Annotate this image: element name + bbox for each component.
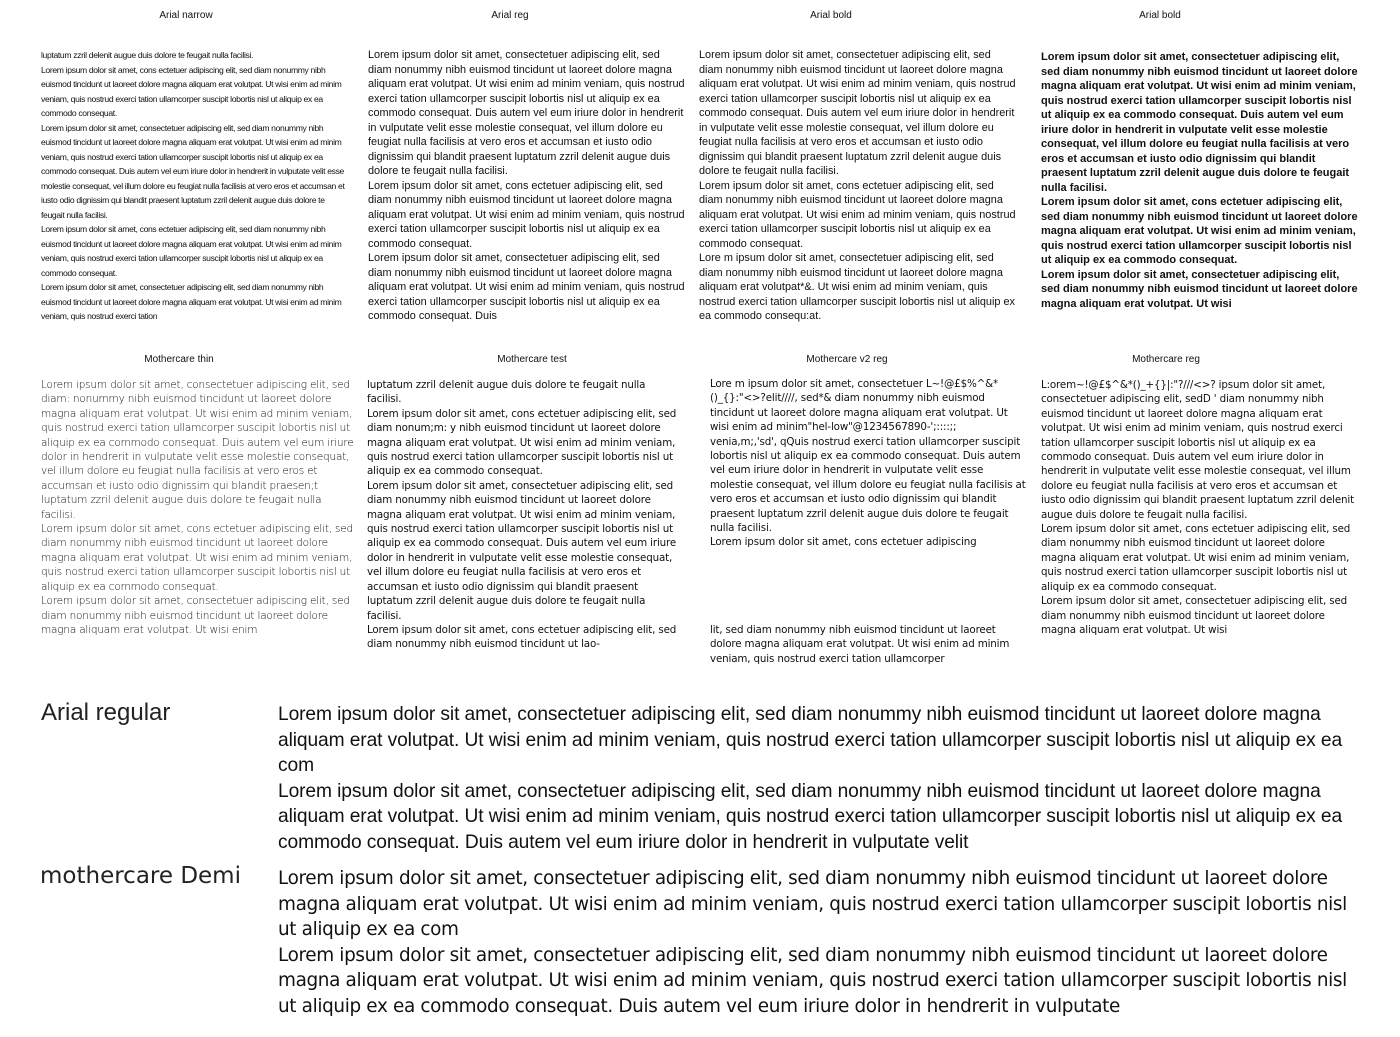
paragraph: Lorem ipsum dolor sit amet, cons ectetuer adipiscing elit, sed diam nonummy nibh euismod tincidunt ut laoreet dolore magna aliquam erat volutpat. Ut wisi enim ad minim veniam, quis nostrud exerci tation ullamcorper suscipit lobortis nisl ut aliquip ex ea commodo consequat. [368, 179, 685, 250]
sample-arial-regular-large [278, 702, 1368, 858]
paragraph: Lorem ipsum dolor sit amet, consectetuer adipiscing elit, sed diam nonummy nibh euismod tincidunt ut laoreet dolore magna aliquam erat volutpat. Ut wisi enim ad minim veniam, quis nostrud exerci tation ullamcorper suscipit lobortis nisl ut aliquip ex ea commodo consequat. Duis autem vel eum iriure dolor in hendrerit in vulputate [278, 944, 1347, 1017]
label-arial-regular-large: Arial regular [41, 699, 171, 726]
label-mothercare-thin: Mothercare thin [144, 354, 214, 365]
paragraph: L:orem~!@£$^&*()_+{}|:"?///<>? ipsum dolor sit amet, consectetuer adipiscing elit, sedD ' diam nonummy nibh euismod tincidunt ut laoreet dolore magna aliquam erat volutpat. Ut wisi enim ad minim veniam, quis nostrud exerci tation ullamcorper suscipit lobortis nisl ut aliquip ex ea commodo consequat. Duis autem vel eum iriure dolor in hendrerit in vulputate velit esse molestie consequat, vel illum dolore eu feugiat nulla facilisis at vero eros et accumsan et iusto odio dignissim qui blandit praesent luptatum zzril delenit augue duis dolore te feugait nulla facilisi. [1041, 379, 1354, 521]
paragraph: Lorem ipsum dolor sit amet, cons ectetuer adipiscing elit, sed diam nonum;m: y nibh euismod tincidunt ut laoreet dolore magna aliquam erat volutpat. Ut wisi enim ad minim veniam, quis nostrud exerci tation ullamcorper suscipit lobortis nisl ut aliquip ex ea commodo consequat. [367, 407, 677, 478]
sample-mothercare-reg [1041, 378, 1361, 668]
paragraph: Lorem ipsum dolor sit amet, cons ectetuer adipiscing elit, sed diam nonummy nibh euismod tincidunt ut laoreet dolore magna aliquam erat volutpat. Ut wisi enim ad minim veniam, quis nostrud exerci tation ullamcorper suscipit lobortis nisl ut aliquip ex ea commodo consequat. [1041, 196, 1358, 266]
paragraph: Lorem ipsum dolor sit amet, consectetuer adipiscing elit, sed diam nonummy nibh euismod tincidunt ut laoreet dolore magna aliquam erat volutpat. Ut wisi enim ad minim veniam, quis nostrud exerci tation ullamcorper suscipit lobortis nisl ut aliquip ex ea commodo consequat. Duis autem vel eum iriure dolor in hendrerit in vulputate velit esse molestie consequat, vel illum dolore eu feugiat nulla facilisis at vero eros et accumsan et iusto odio dignissim qui blandit praesent luptatum zzril delenit augue duis dolore te feugait nulla facilisi. [1041, 51, 1358, 194]
label-mothercare-test: Mothercare test [497, 354, 567, 365]
label-arial-bold-1: Arial bold [810, 10, 852, 21]
paragraph: Lorem ipsum dolor sit amet, consectetuer adipiscing elit, sed diam nonummy nibh euismod tincidunt ut laoreet dolore magna aliquam erat volutpat. Ut wisi [1041, 595, 1348, 636]
sample-mothercare-v2-reg [710, 377, 1026, 565]
paragraph: luptatum zzril delenit augue duis dolore te feugait nulla facilisi. [367, 379, 646, 406]
sample-arial-reg [368, 48, 686, 338]
paragraph: Lorem ipsum dolor sit amet, consectetuer adipiscing elit, sed diam nonummy nibh euismod tincidunt ut laoreet dolore magna aliquam erat volutpat. Ut wisi enim ad minim veniam, quis nostrud exerci tation ullamcorper suscipit lobortis nisl ut aliquip ex ea commodo consequat. Duis autem vel eum iriure dolor in hendrerit in vulputate velit esse molestie consequat, vel illum dolore eu feugiat nulla facilisis at vero eros et accumsan et iusto odio dignissim qui blandit praesent luptatum zzril delenit augue duis dolore te feugait nulla facilisi. [368, 49, 685, 177]
paragraph: lit, sed diam nonummy nibh euismod tincidunt ut laoreet dolore magna aliquam erat volutpat. Ut wisi enim ad minim veniam, quis nostrud exerci tation ullamcorper [710, 624, 1010, 665]
paragraph: Lorem ipsum dolor sit amet, consectetuer adipiscing elit, sed diam nonummy nibh euismod tincidunt ut laoreet dolore magna aliquam erat volutpat. Ut wisi enim ad minim veniam, quis nostrud exerci tation ullamcorper suscipit lobortis nisl ut aliquip ex ea commodo consequat. Duis autem vel eum iriure dolor in hendrerit in vulputate velit [278, 780, 1343, 853]
sample-mothercare-thin [41, 378, 356, 668]
paragraph: Lorem ipsum dolor sit amet, cons ectetuer adipiscing elit, sed diam nonummy nibh euismod tincidunt ut lao- [367, 623, 677, 651]
label-arial-narrow: Arial narrow [159, 10, 213, 21]
sample-mothercare-demi-large [278, 866, 1353, 1026]
paragraph: Lorem ipsum dolor sit amet, cons ectetuer adipiscing elit, sed diam nonummy nibh euismod tincidunt ut laoreet dolore magna aliquam erat volutpat. Ut wisi enim ad minim veniam, quis nostrud exerci tation ullamcorper suscipit lobortis nisl ut aliquip ex ea commodo consequat. [41, 224, 342, 278]
label-arial-reg: Arial reg [491, 10, 529, 21]
sample-arial-bold-2 [1041, 50, 1359, 338]
paragraph: Lorem ipsum dolor sit amet, consectetuer adipiscing elit, sed diam: nonummy nibh euismod tincidunt ut laoreet dolore magna aliquam erat volutpat. Ut wisi enim ad minim veniam, quis nostrud exerci tation ullamcorper suscipit lobortis nisl ut aliquip ex ea commodo consequat. Duis autem vel eum iriure dolor in hendrerit in vulputate velit esse molestie consequat, vel illum dolore eu feugiat nulla facilisis at vero eros et accumsan et iusto odio dignissim qui blandit praesen;t luptatum zzril delenit augue duis dolore te feugait nulla facilisi. [41, 379, 354, 521]
paragraph: Lorem ipsum dolor sit amet, consectetuer adipiscing elit, sed diam nonummy nibh euismod tincidunt ut laoreet dolore magna aliquam erat volutpat. Ut wisi enim ad minim veniam, quis nostrud exerci tation ullamcorper suscipit lobortis nisl ut aliquip ex ea commodo consequat. Duis [368, 252, 685, 322]
paragraph: Lorem ipsum dolor sit amet, cons ectetuer adipiscing [710, 536, 977, 549]
paragraph: Lorem ipsum dolor sit amet, consectetuer adipiscing elit, sed diam nonummy nibh euismod tincidunt ut laoreet dolore magna aliquam erat volutpat. Ut wisi [1041, 268, 1358, 310]
paragraph: Lorem ipsum dolor sit amet, consectetuer adipiscing elit, sed diam nonummy nibh euismod tincidunt ut laoreet dolore magna aliquam erat volutpat. Ut wisi enim ad minim veniam, quis nostrud exerci tation ullamcorper suscipit lobortis nisl ut aliquip ex ea commodo consequat. Duis autem vel eum iriure dolor in hendrerit in vulputate velit esse molestie consequat, vel illum dolore eu feugiat nulla facilisis at vero eros et accumsan et iusto odio dignissim qui blandit praesent luptatum zzril delenit augue duis dolore te feugait nulla facilisi. [367, 479, 677, 622]
paragraph: luptatum zzril delenit augue duis dolore te feugait nulla facilisi. [41, 50, 254, 60]
sample-arial-bold-1 [699, 48, 1017, 338]
paragraph: Lorem ipsum dolor sit amet, consectetuer adipiscing elit, sed diam nonummy nibh euismod tincidunt ut laoreet dolore magna aliquam erat volutpat. Ut wisi enim ad minim veniam, quis nostrud exerci tation ullamcorper suscipit lobortis nisl ut aliquip ex ea com [278, 868, 1347, 940]
label-mothercare-v2-reg: Mothercare v2 reg [806, 354, 888, 365]
label-mothercare-demi-large: mothercare Demi [40, 863, 241, 889]
paragraph: Lorem ipsum dolor sit amet, consectetuer adipiscing elit, sed diam nonummy nibh euismod tincidunt ut laoreet dolore magna aliquam erat volutpat. Ut wisi enim ad minim veniam, quis nostrud exerci tation ullamcorper suscipit lobortis nisl ut aliquip ex ea com [278, 704, 1343, 776]
paragraph: Lorem ipsum dolor sit amet, consectetuer adipiscing elit, sed diam nonummy nibh euismod tincidunt ut laoreet dolore magna aliquam erat volutpat. Ut wisi enim ad minim veniam, quis nostrud exerci tation ullamcorper suscipit lobortis nisl ut aliquip ex ea commodo consequat. Duis autem vel eum iriure dolor in hendrerit in vulputate velit esse molestie consequat, vel illum dolore eu feugiat nulla facilisis at vero eros et accumsan et iusto odio dignissim qui blandit praesent luptatum zzril delenit augue duis dolore te feugait nulla facilisi. [699, 49, 1016, 177]
paragraph: Lorem ipsum dolor sit amet, consectetuer adipiscing elit, sed diam nonummy nibh euismod tincidunt ut laoreet dolore magna aliquam erat volutpat. Ut wisi enim ad minim veniam, quis nostrud exerci tation ullamcorper suscipit lobortis nisl ut aliquip ex ea commodo consequat. Duis autem vel eum iriure dolor in hendrerit in vulputate velit esse molestie consequat, vel illum dolore eu feugiat nulla facilisis at vero eros et accumsan et iusto odio dignissim qui blandit praesent luptatum zzril delenit augue duis dolore te feugait nulla facilisi. [41, 122, 345, 220]
sample-mothercare-test [367, 378, 680, 668]
paragraph: Lore m ipsum dolor sit amet, consectetuer adipiscing elit, sed diam nonummy nibh euismod tincidunt ut laoreet dolore magna aliquam erat volutpat*&. Ut wisi enim ad minim veniam, quis nostrud exerci tation ullamcorper suscipit lobortis nisl ut aliquip ex ea commodo consequ:at. [699, 252, 1015, 322]
paragraph: Lore m ipsum dolor sit amet, consectetuer L~!@£$%^&*()_{}:"<>?elit////, sed*& diam nonummy nibh euismod tincidunt ut laoreet dolore magna aliquam erat volutpat. Ut wisi enim ad minim"hel-low"@1234567890-';::::;; venia,m;,'sd', qQuis nostrud exerci tation ullamcorper suscipit lobortis nisl ut aliquip ex ea commodo consequat. Duis autem vel eum iriure dolor in hendrerit in vulputate velit esse molestie consequat, vel illum dolore eu feugiat nulla facilisis at vero eros et accumsan et iusto odio dignissim qui blandit praesent luptatum zzril delenit augue duis dolore te feugait nulla facilisi. [710, 378, 1026, 535]
paragraph: Lorem ipsum dolor sit amet, cons ectetuer adipiscing elit, sed diam nonummy nibh euismod tincidunt ut laoreet dolore magna aliquam erat volutpat. Ut wisi enim ad minim veniam, quis nostrud exerci tation ullamcorper suscipit lobortis nisl ut aliquip ex ea commodo consequat. [699, 179, 1016, 250]
sample-arial-narrow [41, 48, 346, 338]
paragraph: Lorem ipsum dolor sit amet, consectetuer adipiscing elit, sed diam nonummy nibh euismod tincidunt ut laoreet dolore magna aliquam erat volutpat. Ut wisi enim [41, 595, 350, 636]
paragraph: Lorem ipsum dolor sit amet, cons ectetuer adipiscing elit, sed diam nonummy nibh euismod tincidunt ut laoreet dolore magna aliquam erat volutpat. Ut wisi enim ad minim veniam, quis nostrud exerci tation ullamcorper suscipit lobortis nisl ut aliquip ex ea commodo consequat. [1041, 523, 1351, 593]
paragraph: Lorem ipsum dolor sit amet, cons ectetuer adipiscing elit, sed diam nonummy nibh euismod tincidunt ut laoreet dolore magna aliquam erat volutpat. Ut wisi enim ad minim veniam, quis nostrud exerci tation ullamcorper suscipit lobortis nisl ut aliquip ex ea commodo consequat. [41, 64, 342, 118]
paragraph: Lorem ipsum dolor sit amet, consectetuer adipiscing elit, sed diam nonummy nibh euismod tincidunt ut laoreet dolore magna aliquam erat volutpat. Ut wisi enim ad minim veniam, quis nostrud exerci tation [41, 282, 342, 321]
sample-mothercare-v2-reg-tail [710, 623, 1026, 668]
label-arial-bold-2: Arial bold [1139, 10, 1181, 21]
label-mothercare-reg: Mothercare reg [1132, 354, 1200, 365]
paragraph: Lorem ipsum dolor sit amet, cons ectetuer adipiscing elit, sed diam nonummy nibh euismod tincidunt ut laoreet dolore magna aliquam erat volutpat. Ut wisi enim ad minim veniam, quis nostrud exerci tation ullamcorper suscipit lobortis nisl ut aliquip ex ea commodo consequat. [41, 523, 354, 593]
